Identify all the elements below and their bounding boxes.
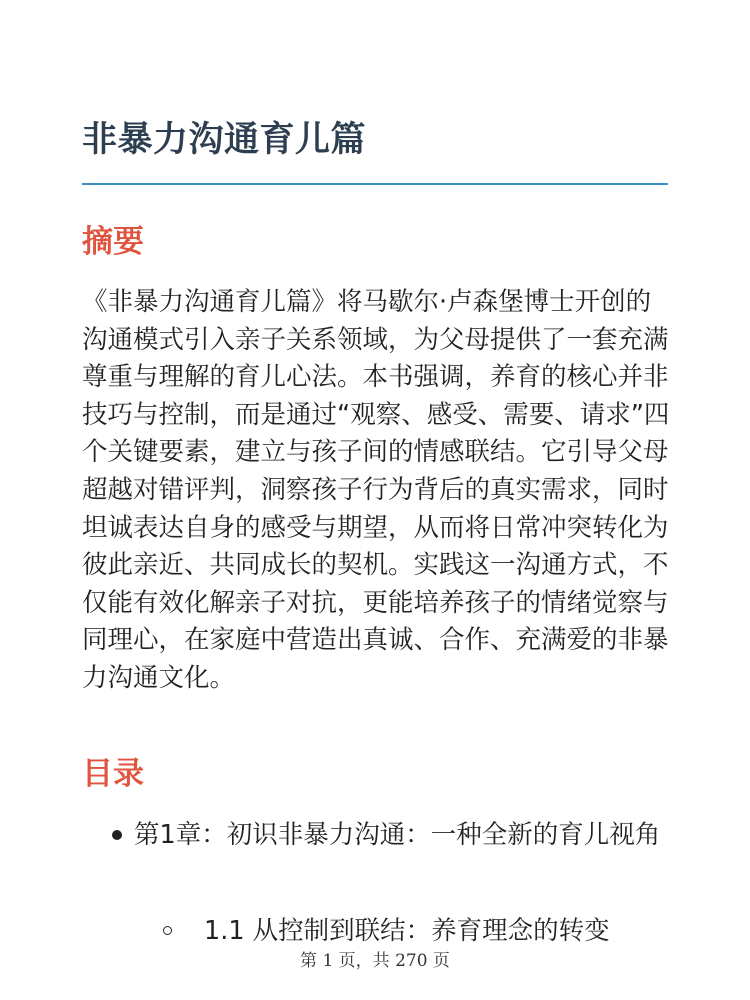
toc-chapter-1[interactable]: [82, 816, 670, 854]
toc-section-1-1[interactable]: [82, 912, 670, 950]
summary-paragraph: 《非暴力沟通育儿篇》将马歇尔·卢森堡博士开创的沟通模式引入亲子关系领域，为父母提供了一套充满尊重与理解的育儿心法。本书强调，养育的核心并非技巧与控制，而是通过“观察、感受、需要、请求”四个关键要素，建立与孩子间的情感联结。它引导父母超越对错评判，洞察孩子行为背后的真实需求，同时坦诚表达自身的感受与期望，从而将日常冲突转化为彼此亲近、共同成长的契机。实践这一沟通方式，不仅能有效化解亲子对抗，更能培养孩子的情绪觉察与同理心，在家庭中营造出真诚、合作、充满爱的非暴力沟通文化。: [82, 287, 670, 693]
table-of-contents: [82, 816, 670, 854]
toc-section-1-1-label: 1.1 从控制到联结：养育理念的转变: [204, 916, 610, 946]
summary-heading: 摘要: [82, 224, 144, 260]
toc-heading: 目录: [82, 756, 144, 792]
title-divider: [82, 183, 668, 185]
document-title: 非暴力沟通育儿篇: [82, 120, 367, 160]
bullet-circle-icon: [163, 926, 172, 935]
page-footer: 第 1 页，共 270 页: [300, 951, 450, 971]
bullet-dot-icon: [112, 830, 122, 840]
toc-chapter-1-label: 第1章：初识非暴力沟通：一种全新的育儿视角: [134, 820, 661, 850]
